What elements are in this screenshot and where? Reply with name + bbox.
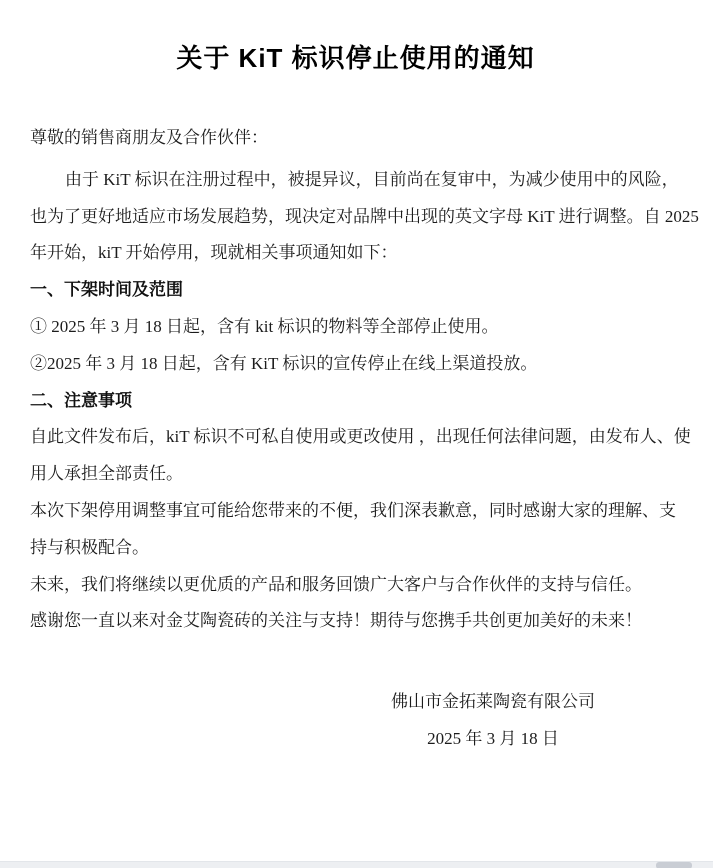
paragraph-line: 本次下架停用调整事宜可能给您带来的不便，我们深表歉意，同时感谢大家的理解、支 (30, 500, 676, 520)
horizontal-scrollbar-thumb[interactable] (656, 862, 692, 868)
paragraph-line: 也为了更好地适应市场发展趋势，现决定对品牌中出现的英文字母 KiT 进行调整。自 2025 (30, 206, 699, 226)
paragraph-future: 未来，我们将继续以更优质的产品和服务回馈广大客户与合作伙伴的支持与信任。 (30, 574, 642, 594)
paragraph-line: 由于 KiT 标识在注册过程中，被提异议，目前尚在复审中，为减少使用中的风险， (65, 169, 679, 189)
paragraph-line: 自此文件发布后，kiT 标识不可私自使用或更改使用 ，出现任何法律问题，由发布人、使 (30, 427, 691, 447)
document-title: 关于 KiT 标识停止使用的通知 (176, 43, 535, 73)
signature-date: 2025 年 3 月 18 日 (427, 728, 559, 748)
paragraph-line: 用人承担全部责任。 (30, 464, 183, 484)
section-heading-1: 一、下架时间及范围 (30, 280, 183, 300)
paragraph-apology (30, 493, 681, 567)
horizontal-scrollbar-track[interactable] (0, 861, 713, 868)
paragraph-line: 年开始，kiT 开始停用，现就相关事项通知如下： (30, 243, 398, 263)
section-heading-2: 二、注意事项 (30, 390, 132, 410)
paragraph-thanks: 感谢您一直以来对金艾陶瓷砖的关注与支持！期待与您携手共创更加美好的未来！ (30, 611, 642, 631)
paragraph-line: 持与积极配合。 (30, 537, 149, 557)
list-item-2: ②2025 年 3 月 18 日起，含有 KiT 标识的宣传停止在线上渠道投放。 (30, 353, 538, 373)
signature-company: 佛山市金拓莱陶瓷有限公司 (391, 692, 595, 712)
paragraph-notice (30, 419, 691, 493)
greeting-line: 尊敬的销售商朋友及合作伙伴： (30, 128, 268, 147)
paragraph-intro (30, 162, 699, 272)
list-item-1: ① 2025 年 3 月 18 日起，含有 kit 标识的物料等全部停止使用。 (30, 316, 499, 336)
signature-block (383, 684, 603, 758)
